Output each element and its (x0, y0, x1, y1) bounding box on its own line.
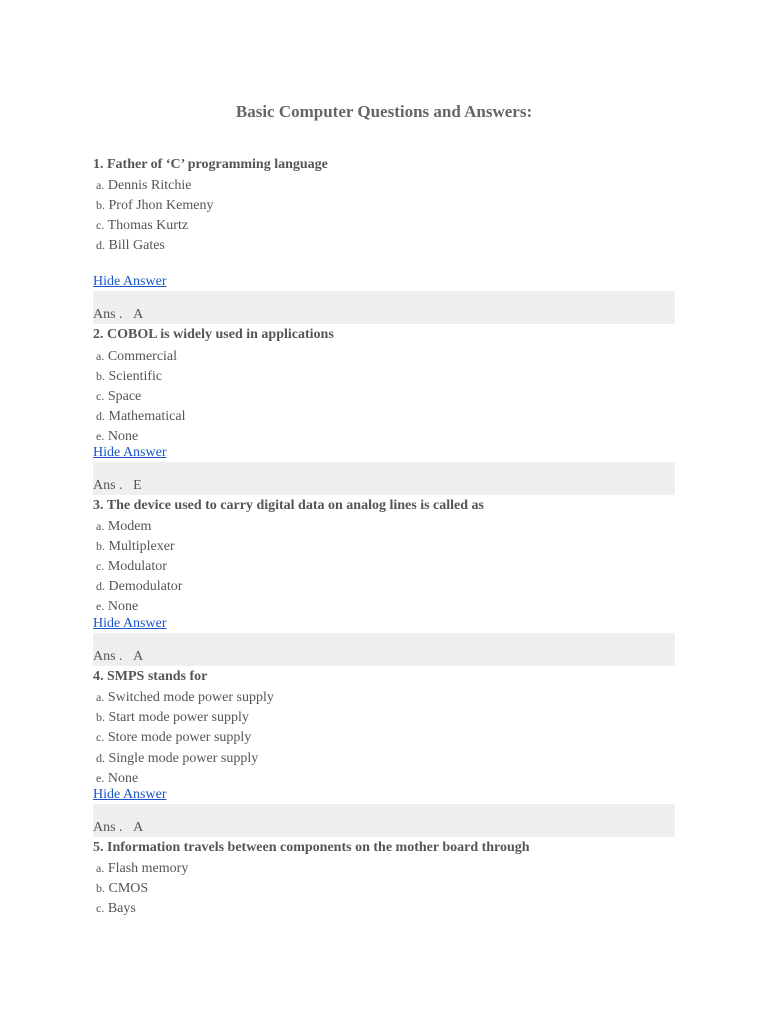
option-1d: d. Bill Gates (96, 238, 165, 253)
option-4a: a. Switched mode power supply (96, 690, 274, 705)
option-4b: b. Start mode power supply (96, 710, 249, 725)
answer-text-3: Ans . A (93, 649, 144, 664)
option-3b: b. Multiplexer (96, 539, 175, 554)
option-2d: d. Mathematical (96, 409, 186, 424)
option-2b: b. Scientific (96, 369, 163, 384)
hide-answer-link-4[interactable]: Hide Answer (93, 787, 167, 802)
hide-answer-link-2[interactable]: Hide Answer (93, 445, 167, 460)
answer-text-4: Ans . A (93, 820, 144, 835)
hide-answer-link-1[interactable]: Hide Answer (93, 274, 167, 289)
option-2c: c. Space (96, 389, 142, 404)
answer-box-2 (93, 462, 675, 495)
question-1: 1. Father of ‘C’ programming language (93, 157, 328, 172)
option-3d: d. Demodulator (96, 579, 183, 594)
answer-box-4 (93, 804, 675, 837)
option-4c: c. Store mode power supply (96, 730, 252, 745)
option-1a: a. Dennis Ritchie (96, 178, 192, 193)
option-3e: e. None (96, 599, 139, 614)
option-4e: e. None (96, 771, 139, 786)
option-5c: c. Bays (96, 901, 136, 916)
option-1b: b. Prof Jhon Kemeny (96, 198, 214, 213)
option-2e: e. None (96, 429, 139, 444)
question-4: 4. SMPS stands for (93, 669, 208, 684)
answer-box-1 (93, 291, 675, 324)
option-5a: a. Flash memory (96, 861, 189, 876)
question-3: 3. The device used to carry digital data on analog lines is called as (93, 498, 484, 513)
answer-text-2: Ans . E (93, 478, 142, 493)
option-2a: a. Commercial (96, 349, 178, 364)
answer-text-1: Ans . A (93, 307, 144, 322)
question-5: 5. Information travels between components on the mother board through (93, 840, 530, 855)
option-3c: c. Modulator (96, 559, 167, 574)
option-1c: c. Thomas Kurtz (96, 218, 189, 233)
page-title: Basic Computer Questions and Answers: (235, 102, 533, 121)
question-2: 2. COBOL is widely used in applications (93, 327, 334, 342)
option-5b: b. CMOS (96, 881, 149, 896)
option-4d: d. Single mode power supply (96, 751, 259, 766)
answer-box-3 (93, 633, 675, 666)
hide-answer-link-3[interactable]: Hide Answer (93, 616, 167, 631)
option-3a: a. Modem (96, 519, 152, 534)
